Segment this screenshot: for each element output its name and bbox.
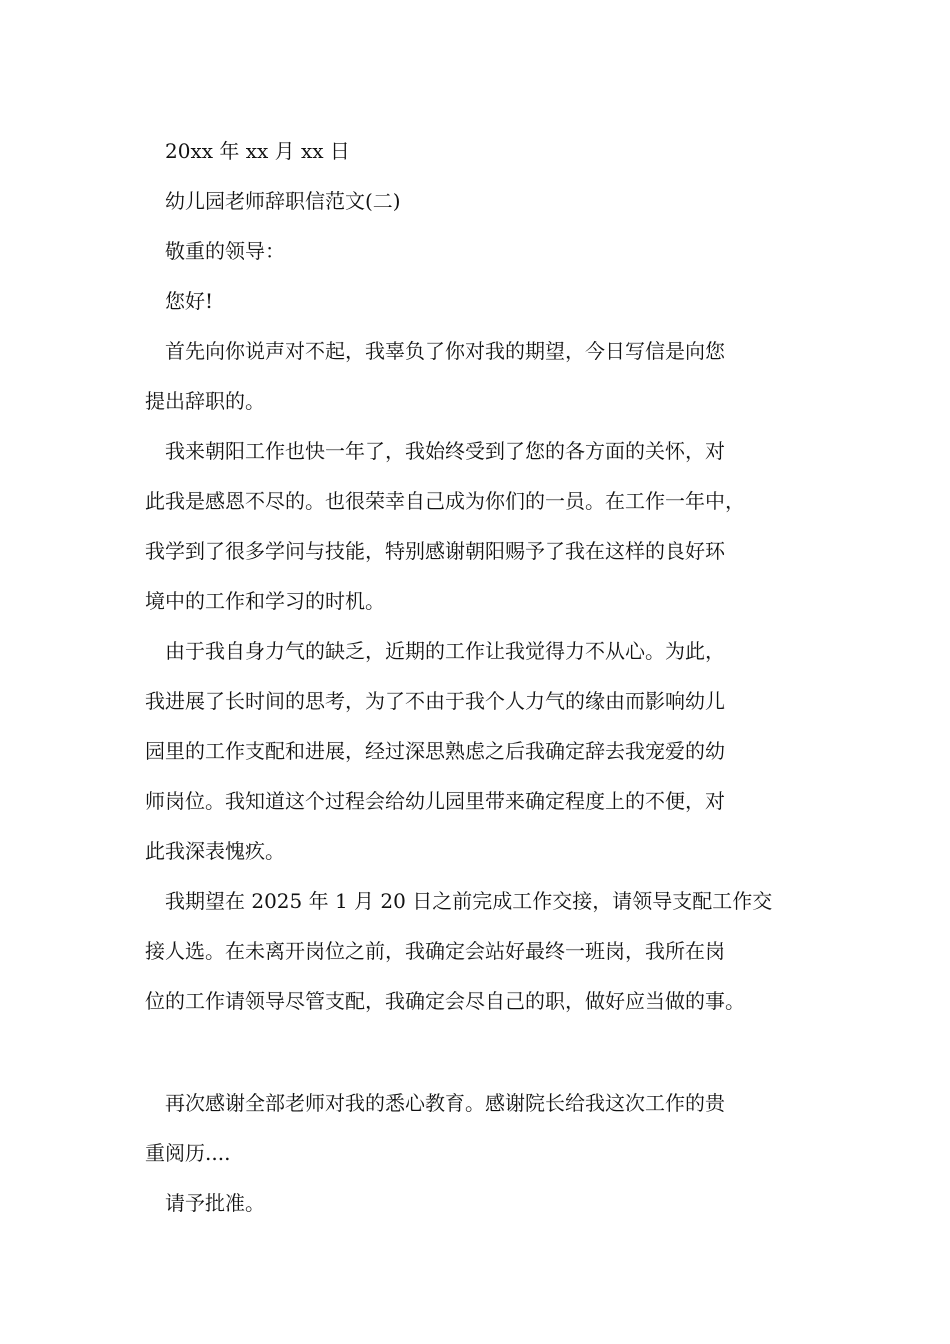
- paragraph-line: 师岗位。我知道这个过程会给幼儿园里带来确定程度上的不便，对: [145, 789, 725, 813]
- letter-title: 幼儿园老师辞职信范文(二): [165, 189, 401, 213]
- paragraph-spacer: [145, 1026, 815, 1078]
- paragraph-line: 我进展了长时间的思考，为了不由于我个人力气的缘由而影响幼儿: [145, 689, 725, 713]
- letter-date: 20xx 年 xx 月 xx 日: [165, 139, 350, 163]
- paragraph-line: 园里的工作支配和进展，经过深思熟虑之后我确定辞去我宠爱的幼: [145, 739, 725, 763]
- paragraph-line: 重阅历....: [145, 1141, 231, 1165]
- paragraph-line: 境中的工作和学习的时机。: [145, 589, 385, 613]
- paragraph-handover: [145, 876, 815, 1026]
- paragraph-gratitude: [145, 426, 815, 626]
- paragraph-line: 再次感谢全部老师对我的悉心教育。感谢院长给我这次工作的贵: [165, 1091, 725, 1115]
- paragraph-line: 我来朝阳工作也快一年了，我始终受到了您的各方面的关怀，对: [165, 439, 725, 463]
- paragraph-line: 位的工作请领导尽管支配，我确定会尽自己的职，做好应当做的事。: [145, 989, 745, 1013]
- letter-greeting: 您好!: [165, 289, 214, 313]
- paragraph-line: 提出辞职的。: [145, 389, 265, 413]
- paragraph-reason: [145, 626, 815, 876]
- paragraph-line: 由于我自身力气的缺乏，近期的工作让我觉得力不从心。为此，: [165, 639, 725, 663]
- letter-closing: 请予批准。: [165, 1191, 265, 1215]
- paragraph-line: 我期望在 2025 年 1 月 20 日之前完成工作交接，请领导支配工作交: [165, 889, 773, 913]
- paragraph-line: 首先向你说声对不起，我辜负了你对我的期望，今日写信是向您: [165, 339, 725, 363]
- letter-salutation: 敬重的领导：: [165, 239, 285, 263]
- paragraph-line: 接人选。在未离开岗位之前，我确定会站好最终一班岗，我所在岗: [145, 939, 725, 963]
- paragraph-apology: [145, 326, 815, 426]
- paragraph-thanks: [145, 1078, 815, 1178]
- paragraph-line: 此我是感恩不尽的。也很荣幸自己成为你们的一员。在工作一年中，: [145, 489, 745, 513]
- paragraph-line: 我学到了很多学问与技能，特别感谢朝阳赐予了我在这样的良好环: [145, 539, 725, 563]
- letter-body: [145, 126, 815, 1228]
- paragraph-line: 此我深表愧疚。: [145, 839, 285, 863]
